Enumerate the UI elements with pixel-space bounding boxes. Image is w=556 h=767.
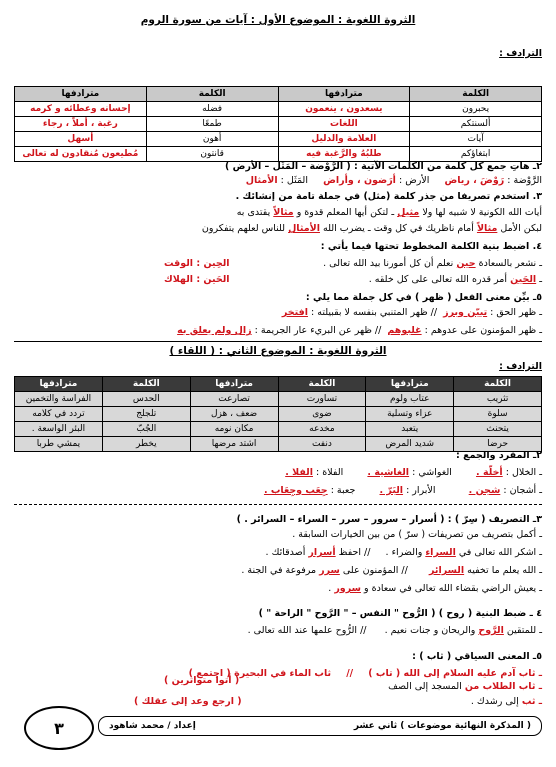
answer-value: الحَين : الهلاك <box>164 274 230 285</box>
answer-value: تبيّن وبرز <box>443 307 488 318</box>
text: . <box>328 583 332 594</box>
synonyms-label-1: الترادف : <box>499 48 542 59</box>
word-cell: تثريب <box>454 392 542 407</box>
synonym-cell: العلامة والدليل <box>278 132 410 147</box>
answer-value: زال ولم يعلق به <box>177 325 252 336</box>
answer-value: جِعَب وجِعَاب . <box>263 485 328 496</box>
answer-line <box>14 583 542 595</box>
table-row <box>15 147 542 162</box>
synonym-cell: يمشي طربا <box>15 437 103 452</box>
word-cell: الجُبّ <box>102 422 190 437</box>
table-header-row <box>15 87 542 102</box>
text: // ظهر المتنبي بنفسه لا بقبيلته : <box>311 307 438 318</box>
synonym-cell: يسعدون ، ينعمون <box>278 102 410 117</box>
section-title-2: الثروة اللغوية : الموضوع الثاني : ( اللقاء ) <box>169 345 387 357</box>
table-row <box>15 407 542 422</box>
synonyms-table-2 <box>14 376 542 452</box>
answer-line <box>14 467 542 479</box>
word-cell: سلوة <box>454 407 542 422</box>
answer-line <box>14 223 542 235</box>
answer-value: حين <box>456 258 476 269</box>
text: // ظهر عن البريء عار الجريمة : <box>254 325 382 336</box>
text: ـ يضرب الله <box>323 223 371 234</box>
answer-line <box>14 307 542 319</box>
text: إلى رشدك . <box>470 696 519 707</box>
col-word: الكلمة <box>146 87 278 102</box>
synonyms-label-2: الترادف : <box>499 361 542 372</box>
word-cell: الحدس <box>102 392 190 407</box>
question-vowelling: ٤. اضبط بنية الكلمة المخطوط تحتها فيما يأتي : <box>320 241 542 252</box>
col-synonym: مترادفها <box>15 87 147 102</box>
table-row <box>15 102 542 117</box>
answer-label: المَثَل : <box>280 175 308 186</box>
col-word: الكلمة <box>278 377 366 392</box>
text: أمر قدره الله تعالى على كل خلقه . <box>368 274 508 285</box>
question-conjugation: ٣ـ التصريف ( سِرّ ) : ( أسرار – سرور – سرر – السراء – السرائر . ) <box>236 514 542 525</box>
text: ـ اشكر الله تعالى في <box>458 547 542 558</box>
synonym-cell: عزاء وتسلية <box>366 407 454 422</box>
answer-value: سرور <box>334 583 361 594</box>
answer-value: رَوْضَ ، رياض <box>444 175 505 186</box>
text: المسجد <box>431 681 462 692</box>
table-row <box>15 422 542 437</box>
text: يقتدى به <box>236 207 271 218</box>
text: ـ يعيش الراضي بقضاء الله تعالى في سعادة و <box>364 583 542 594</box>
answer-value: الغاشية . <box>367 467 410 478</box>
footer-bar <box>98 716 542 736</box>
text: إلى الصف <box>388 681 429 692</box>
text: // المؤمنون على <box>342 565 408 576</box>
answer-line <box>14 668 542 680</box>
text: جعبة : <box>330 485 356 496</box>
page-number: ٣ <box>24 706 94 750</box>
answer-value: ـ ثب <box>521 696 542 707</box>
text: ـ أشجان : <box>503 485 542 496</box>
col-word: الكلمة <box>102 377 190 392</box>
answer-value: السرائر <box>428 565 465 576</box>
word-cell: تلجلج <box>102 407 190 422</box>
synonym-cell: رغبة ، أملاً ، رجاء <box>15 117 147 132</box>
word-cell: يخطر <box>102 437 190 452</box>
synonym-cell: اللغات <box>278 117 410 132</box>
answer-line <box>14 274 542 286</box>
text: مرفوعة في الجنة . <box>241 565 317 576</box>
table-header-row <box>15 377 542 392</box>
word-cell: حرضا <box>454 437 542 452</box>
synonym-cell: طلبُهُ والرَّغبة فيه <box>278 147 410 162</box>
text: علمها عند الله تعالى . <box>247 625 333 636</box>
text: ـ <box>539 274 542 285</box>
synonyms-table-1 <box>14 86 542 162</box>
answer-value: شجن . <box>468 485 501 496</box>
text: // احفظ <box>338 547 371 558</box>
word-cell: أهون <box>146 132 278 147</box>
answer-value: أسرار <box>308 547 336 558</box>
question-mathal: ٣. استخدم تصريفا من جذر كلمة (مثل) في جملة تامة من إنشائك . <box>235 191 542 202</box>
text: ـ ظهر الحق : <box>490 307 542 318</box>
answer-value: الحَين <box>510 274 537 285</box>
text: والضراء . <box>385 547 423 558</box>
text: ـ ظهر المؤمنون على عدوهم : <box>424 325 542 336</box>
text: أمام ناظريك في كل وقت <box>373 223 474 234</box>
col-synonym: مترادفها <box>15 377 103 392</box>
answer-line <box>14 565 542 577</box>
table-row <box>15 132 542 147</box>
answer-value: مثالاً <box>273 207 294 218</box>
synonym-cell: الفراسة والتخمين <box>15 392 103 407</box>
synonym-cell: شديد المرض <box>366 437 454 452</box>
table-row <box>15 117 542 132</box>
answer-line <box>14 675 542 693</box>
answer-line <box>14 325 542 337</box>
question-instruction: ـ أكمل بتصريف من تصريفات ( سرّ ) من بين الخيارات السابقة . <box>292 529 542 540</box>
col-word: الكلمة <box>454 377 542 392</box>
answer-value: سرر <box>319 565 340 576</box>
word-cell: يحبرون <box>410 102 542 117</box>
answer-value: غلبوهم <box>387 325 422 336</box>
synonym-cell: يتعبد <box>366 422 454 437</box>
answer-value: ثاب الماء في البحيرة ( اجتمع ) <box>188 668 332 679</box>
answer-line <box>14 485 542 497</box>
answer-line <box>14 625 542 637</box>
answer-value: الرَّوح <box>478 625 504 636</box>
synonym-cell: ضعف ، هزل <box>190 407 278 422</box>
section-title-1: الثروة اللغوية : الموضوع الأول : آيات من سورة الروم <box>140 14 416 26</box>
word-cell: آيات <box>410 132 542 147</box>
word-cell: ألسنتكم <box>410 117 542 132</box>
word-cell: مخدعه <box>278 422 366 437</box>
answer-label: الرَّوْضة : <box>507 175 542 186</box>
word-cell: ضوى <box>278 407 366 422</box>
text: الفلاة : <box>316 467 344 478</box>
question-singular-plural: ٢ـ المفرد والجمع : <box>455 450 542 461</box>
text: ـ نشعر بالسعادة <box>478 258 542 269</box>
word-cell: طمعًا <box>146 117 278 132</box>
text: // <box>346 668 354 679</box>
synonym-cell: البئر الواسعة . <box>15 422 103 437</box>
text: ـ لتكن أيها المعلم قدوة و <box>296 207 395 218</box>
word-cell: ابتغاؤكم <box>410 147 542 162</box>
answer-line <box>14 258 542 270</box>
section-divider <box>14 504 542 505</box>
text: ـ الله يعلم ما تخفيه <box>467 565 542 576</box>
answer-value: الأمثال <box>288 223 320 234</box>
answer-line <box>14 207 542 219</box>
question-contextual-meaning: ٥ـ المعنى السياقي ( ثاب ) : <box>412 651 542 662</box>
answer-value: مثيل <box>397 207 420 218</box>
text: والريحان و جنات نعيم . <box>384 625 476 636</box>
answer-value: البَرّ . <box>379 485 404 496</box>
text: // الرُّوح <box>335 625 367 636</box>
answer-plurals <box>14 175 542 187</box>
synonym-cell: مكان نومه <box>190 422 278 437</box>
text: الأبرار : <box>406 485 436 496</box>
synonym-cell: إحسانه وعطائه و كرمه <box>15 102 147 117</box>
col-word: الكلمة <box>410 87 542 102</box>
text: أيات الله الكونية لا شبيه لها ولا <box>422 207 542 218</box>
answer-value: ( أتوا متواترين ) <box>164 675 240 686</box>
answer-value: ـ ثاب الطلاب من <box>464 681 542 692</box>
answer-value: ( ارجع وعد إلى عقلك ) <box>134 696 242 707</box>
text: الغواشي : <box>412 467 452 478</box>
answer-line <box>14 696 542 708</box>
answer-value: أرَضون ، وأراض <box>323 175 396 186</box>
text: أصدقائك . <box>265 547 306 558</box>
answer-line <box>14 547 542 559</box>
answer-value: الأمثال <box>245 175 278 186</box>
answer-value: افتخر <box>281 307 308 318</box>
answer-value: الحِين : الوقت <box>164 258 230 269</box>
answer-value: الفلا . <box>285 467 313 478</box>
synonym-cell: عتاب ولوم <box>366 392 454 407</box>
question-meaning-zahara: ٥ـ بيِّن معنى الفعل ( ظهر ) في كل جملة مما يلي : <box>305 292 542 303</box>
synonym-cell: مُطيعون مُنقادون له تعالى <box>15 147 147 162</box>
synonym-cell: تردد في كلامه <box>15 407 103 422</box>
word-cell: يتحنث <box>454 422 542 437</box>
footer-course: ( المذكرة النهائية موضوعات ) ثاني عشر <box>353 721 531 731</box>
table-row <box>15 392 542 407</box>
worksheet-page <box>14 8 542 760</box>
col-synonym: مترادفها <box>190 377 278 392</box>
word-cell: قانتون <box>146 147 278 162</box>
answer-value: السراء <box>425 547 456 558</box>
answer-label: الأرض : <box>398 175 430 186</box>
synonym-cell: اشتد مرضها <box>190 437 278 452</box>
answer-value: ـ ثاب آدم عليه السلام إلى الله ( تاب ) <box>368 668 542 679</box>
synonym-cell: تصارعت <box>190 392 278 407</box>
section-divider <box>14 341 542 342</box>
col-synonym: مترادفها <box>366 377 454 392</box>
text: لبكن الأمل <box>500 223 542 234</box>
word-cell: دنفت <box>278 437 366 452</box>
word-cell: تساورت <box>278 392 366 407</box>
question-vowelling-rooh: ٤ ـ ضبط البنية ( روح ) ( الرُّوح " النفس – " الرَّوح " الراحة " ) <box>258 608 542 619</box>
footer-author: إعداد / محمد شاهود <box>109 721 196 731</box>
text: ـ الخلال : <box>505 467 542 478</box>
answer-value: أخلّة . <box>476 467 503 478</box>
col-synonym: مترادفها <box>278 87 410 102</box>
text: نعلم أن كل أمورنا بيد الله تعالى . <box>323 258 454 269</box>
text: ـ للمتقين <box>506 625 542 636</box>
question-plurals: ٢ـ هاتِ جمع كل كلمة من الكلمات الآتية : ( الرَّوْضة – المَثَل – الأرض ) <box>225 161 542 172</box>
answer-value: مثالاً <box>476 223 498 234</box>
word-cell: فضله <box>146 102 278 117</box>
synonym-cell: أسهل <box>15 132 147 147</box>
text: للناس لعلهم يتفكرون <box>201 223 286 234</box>
